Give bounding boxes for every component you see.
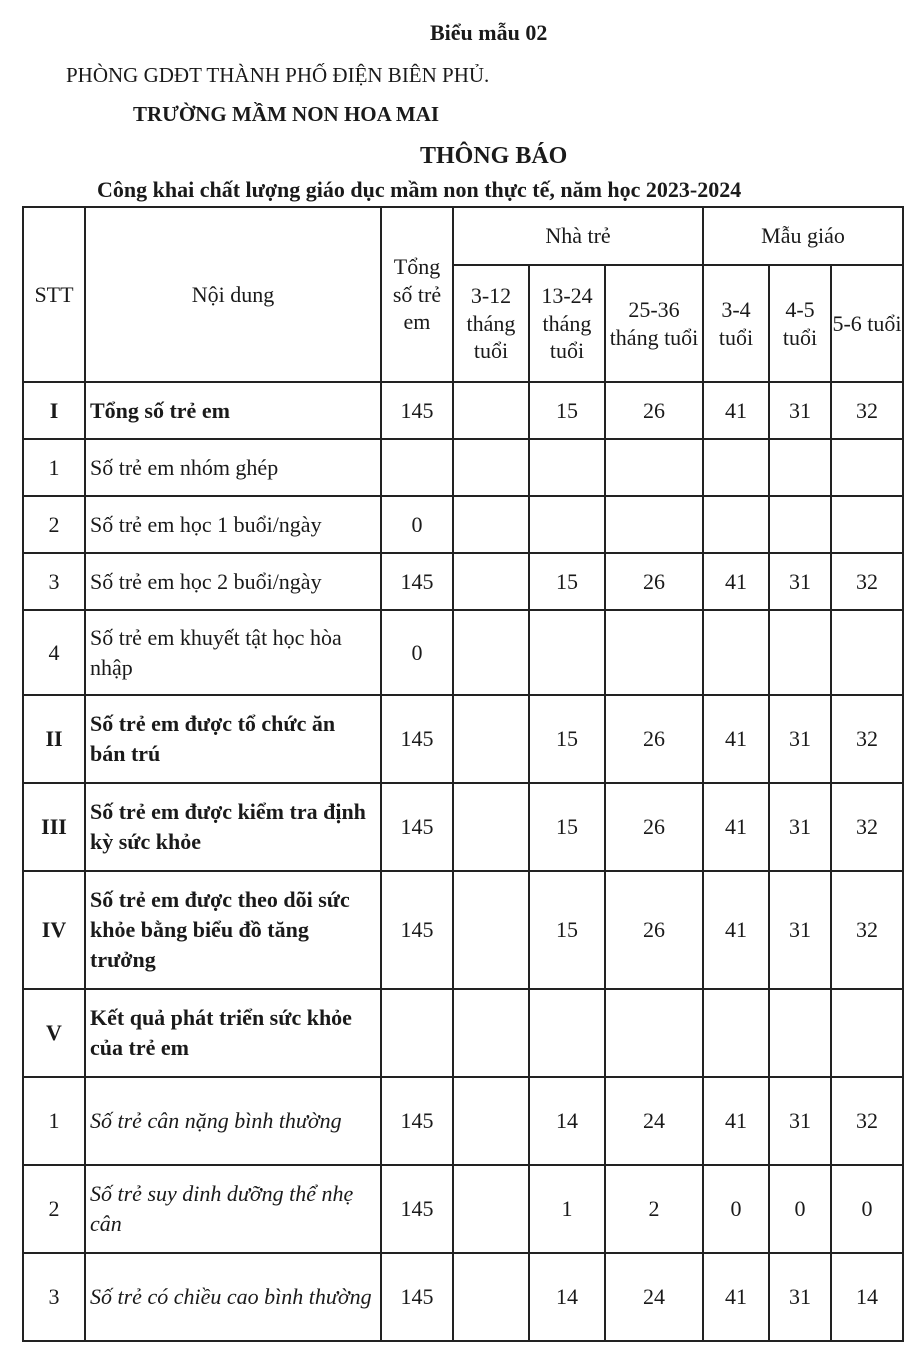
cell-5-6-years <box>831 989 903 1077</box>
cell-content: Số trẻ em học 1 buổi/ngày <box>85 496 381 553</box>
cell-25-36-months: 24 <box>605 1077 703 1165</box>
cell-5-6-years: 32 <box>831 553 903 610</box>
table-row <box>23 610 903 695</box>
cell-total: 145 <box>381 695 453 783</box>
cell-4-5-years: 0 <box>769 1165 831 1253</box>
cell-13-24-months: 15 <box>529 783 605 871</box>
table-row <box>23 1165 903 1253</box>
cell-13-24-months <box>529 610 605 695</box>
notice-subtitle: Công khai chất lượng giáo dục mầm non thực tế, năm học 2023-2024 <box>97 177 742 202</box>
cell-stt: 4 <box>23 610 85 695</box>
cell-total: 145 <box>381 1077 453 1165</box>
cell-content: Số trẻ em khuyết tật học hòa nhập <box>85 610 381 695</box>
cell-4-5-years <box>769 439 831 496</box>
cell-3-4-years: 41 <box>703 1253 769 1341</box>
cell-total <box>381 989 453 1077</box>
table-row <box>23 1077 903 1165</box>
cell-3-4-years: 41 <box>703 871 769 989</box>
table-row <box>23 989 903 1077</box>
cell-3-4-years: 41 <box>703 695 769 783</box>
col-header-age-25-36-months: 25-36 tháng tuổi <box>605 265 703 382</box>
cell-5-6-years <box>831 439 903 496</box>
col-header-content: Nội dung <box>85 207 381 382</box>
cell-13-24-months: 15 <box>529 382 605 439</box>
cell-3-12-months <box>453 783 529 871</box>
cell-3-12-months <box>453 989 529 1077</box>
cell-4-5-years <box>769 610 831 695</box>
cell-25-36-months: 26 <box>605 382 703 439</box>
cell-4-5-years <box>769 989 831 1077</box>
cell-total: 0 <box>381 496 453 553</box>
table-row <box>23 783 903 871</box>
cell-4-5-years <box>769 496 831 553</box>
cell-5-6-years <box>831 610 903 695</box>
cell-3-4-years: 0 <box>703 1165 769 1253</box>
col-header-kindergarten: Mẫu giáo <box>703 207 903 265</box>
col-header-age-13-24-months: 13-24 tháng tuổi <box>529 265 605 382</box>
cell-13-24-months <box>529 439 605 496</box>
cell-4-5-years: 31 <box>769 871 831 989</box>
cell-3-12-months <box>453 1253 529 1341</box>
cell-5-6-years: 32 <box>831 382 903 439</box>
cell-5-6-years: 14 <box>831 1253 903 1341</box>
table-row <box>23 439 903 496</box>
cell-stt: 3 <box>23 553 85 610</box>
cell-25-36-months: 26 <box>605 783 703 871</box>
cell-5-6-years: 0 <box>831 1165 903 1253</box>
department-name: PHÒNG GDĐT THÀNH PHỐ ĐIỆN BIÊN PHỦ. <box>66 63 490 87</box>
cell-5-6-years: 32 <box>831 695 903 783</box>
cell-25-36-months: 26 <box>605 871 703 989</box>
cell-3-12-months <box>453 1077 529 1165</box>
table-body <box>23 382 903 1341</box>
cell-4-5-years: 31 <box>769 695 831 783</box>
cell-total: 145 <box>381 783 453 871</box>
cell-total: 145 <box>381 1165 453 1253</box>
cell-total: 145 <box>381 871 453 989</box>
cell-3-4-years: 41 <box>703 783 769 871</box>
cell-total <box>381 439 453 496</box>
cell-3-12-months <box>453 871 529 989</box>
col-header-nursery: Nhà trẻ <box>453 207 703 265</box>
cell-content: Số trẻ suy dinh dưỡng thể nhẹ cân <box>85 1165 381 1253</box>
cell-13-24-months: 15 <box>529 553 605 610</box>
cell-content: Số trẻ em nhóm ghép <box>85 439 381 496</box>
cell-4-5-years: 31 <box>769 1253 831 1341</box>
school-name: TRƯỜNG MẦM NON HOA MAI <box>133 102 440 126</box>
cell-content: Số trẻ em được theo dõi sức khỏe bằng biểu đồ tăng trưởng <box>85 871 381 989</box>
cell-25-36-months <box>605 439 703 496</box>
cell-25-36-months <box>605 610 703 695</box>
cell-total: 145 <box>381 1253 453 1341</box>
cell-stt: I <box>23 382 85 439</box>
cell-25-36-months <box>605 496 703 553</box>
table-row <box>23 382 903 439</box>
cell-3-4-years: 41 <box>703 382 769 439</box>
cell-4-5-years: 31 <box>769 553 831 610</box>
col-header-stt: STT <box>23 207 85 382</box>
cell-stt: 3 <box>23 1253 85 1341</box>
cell-3-12-months <box>453 610 529 695</box>
cell-13-24-months <box>529 989 605 1077</box>
col-header-age-3-12-months: 3-12 tháng tuổi <box>453 265 529 382</box>
cell-content: Số trẻ em được kiểm tra định kỳ sức khỏe <box>85 783 381 871</box>
cell-25-36-months: 2 <box>605 1165 703 1253</box>
cell-5-6-years: 32 <box>831 1077 903 1165</box>
cell-13-24-months <box>529 496 605 553</box>
cell-5-6-years <box>831 496 903 553</box>
cell-total: 0 <box>381 610 453 695</box>
table-row <box>23 496 903 553</box>
cell-3-12-months <box>453 439 529 496</box>
cell-13-24-months: 14 <box>529 1253 605 1341</box>
table-row <box>23 553 903 610</box>
cell-5-6-years: 32 <box>831 783 903 871</box>
cell-13-24-months: 1 <box>529 1165 605 1253</box>
cell-25-36-months: 24 <box>605 1253 703 1341</box>
cell-content: Số trẻ cân nặng bình thường <box>85 1077 381 1165</box>
cell-stt: 2 <box>23 496 85 553</box>
cell-13-24-months: 14 <box>529 1077 605 1165</box>
cell-content: Số trẻ em học 2 buổi/ngày <box>85 553 381 610</box>
cell-content: Số trẻ em được tổ chức ăn bán trú <box>85 695 381 783</box>
notice-title: THÔNG BÁO <box>420 143 568 169</box>
cell-content: Số trẻ có chiều cao bình thường <box>85 1253 381 1341</box>
col-header-age-3-4-years: 3-4 tuổi <box>703 265 769 382</box>
cell-3-4-years: 41 <box>703 1077 769 1165</box>
table-row <box>23 1253 903 1341</box>
cell-3-12-months <box>453 553 529 610</box>
cell-stt: 1 <box>23 1077 85 1165</box>
cell-content: Tổng số trẻ em <box>85 382 381 439</box>
cell-25-36-months: 26 <box>605 553 703 610</box>
cell-4-5-years: 31 <box>769 783 831 871</box>
cell-4-5-years: 31 <box>769 1077 831 1165</box>
cell-3-4-years: 41 <box>703 553 769 610</box>
quality-report-table <box>22 206 904 1342</box>
cell-13-24-months: 15 <box>529 695 605 783</box>
col-header-total: Tổng số trẻ em <box>381 207 453 382</box>
cell-stt: IV <box>23 871 85 989</box>
table-row <box>23 695 903 783</box>
table-row <box>23 871 903 989</box>
cell-3-4-years <box>703 989 769 1077</box>
cell-3-12-months <box>453 382 529 439</box>
cell-3-4-years <box>703 439 769 496</box>
cell-25-36-months: 26 <box>605 695 703 783</box>
col-header-age-4-5-years: 4-5 tuổi <box>769 265 831 382</box>
cell-stt: 2 <box>23 1165 85 1253</box>
form-label: Biểu mẫu 02 <box>430 20 548 45</box>
cell-stt: 1 <box>23 439 85 496</box>
cell-stt: III <box>23 783 85 871</box>
cell-25-36-months <box>605 989 703 1077</box>
cell-stt: II <box>23 695 85 783</box>
table-header-row <box>23 207 903 265</box>
col-header-age-5-6-years: 5-6 tuổi <box>831 265 903 382</box>
cell-3-4-years <box>703 610 769 695</box>
cell-total: 145 <box>381 553 453 610</box>
cell-5-6-years: 32 <box>831 871 903 989</box>
cell-3-4-years <box>703 496 769 553</box>
cell-stt: V <box>23 989 85 1077</box>
cell-content: Kết quả phát triển sức khỏe của trẻ em <box>85 989 381 1077</box>
cell-3-12-months <box>453 496 529 553</box>
cell-3-12-months <box>453 1165 529 1253</box>
cell-3-12-months <box>453 695 529 783</box>
cell-13-24-months: 15 <box>529 871 605 989</box>
cell-total: 145 <box>381 382 453 439</box>
cell-4-5-years: 31 <box>769 382 831 439</box>
